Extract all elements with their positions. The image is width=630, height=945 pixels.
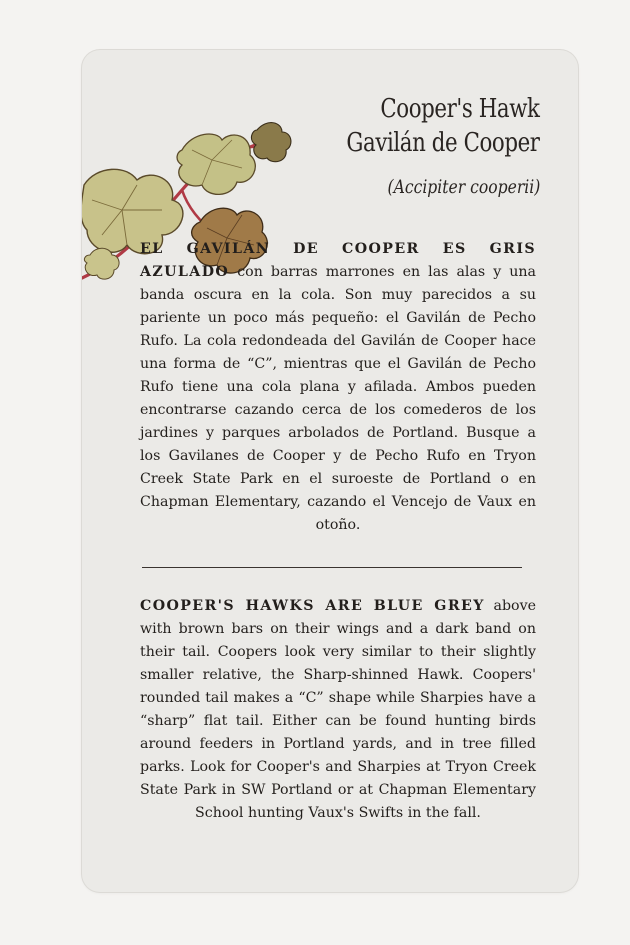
card-title <box>347 92 540 160</box>
species-card <box>82 50 578 892</box>
section-divider <box>142 567 522 568</box>
english-body: above with brown bars on their wings and a dark band on their tail. Coopers look very similar to their slightly smaller relative, the Sharp-shinned Hawk. Coopers' rounded tail makes a “C” shape while Sharpies have a “sharp” flat tail. Either can be found hunting birds around feeders in Portland yards, and in tree filled parks. Look for Cooper's and Sharpies at Tryon Creek State Park in SW Portland or at Chapman Elementary School hunting Vaux's Swifts in the fall. <box>140 598 536 821</box>
scientific-name: (Accipiter cooperii) <box>387 176 540 198</box>
spanish-body: con barras marrones en las alas y una banda oscura en la cola. Son muy parecidos a su pariente un poco más pequeño: el Gavilán de Pecho Rufo. La cola redondeada del Gavilán de Cooper hace una forma de “C”, mientras que el Gavilán de Pecho Rufo tiene una cola plana y afilada. Ambos pueden encontrarse cazando cerca de los comederos de los jardines y parques arbolados de Portland. Busque a los Gavilanes de Cooper y de Pecho Rufo en Tryon Creek State Park en el suroeste de Portland o en Chapman Elementary, cazando el Vencejo de Vaux en otoño. <box>140 264 536 533</box>
title-spanish: Gavilán de Cooper <box>346 128 540 158</box>
english-lead: COOPER'S HAWKS ARE BLUE GREY <box>140 598 485 614</box>
spanish-paragraph <box>140 238 536 537</box>
english-paragraph <box>140 595 536 825</box>
title-english: Cooper's Hawk <box>380 94 540 124</box>
spanish-lead: EL GAVILÁN DE COOPER ES GRIS AZULADO <box>140 241 536 280</box>
